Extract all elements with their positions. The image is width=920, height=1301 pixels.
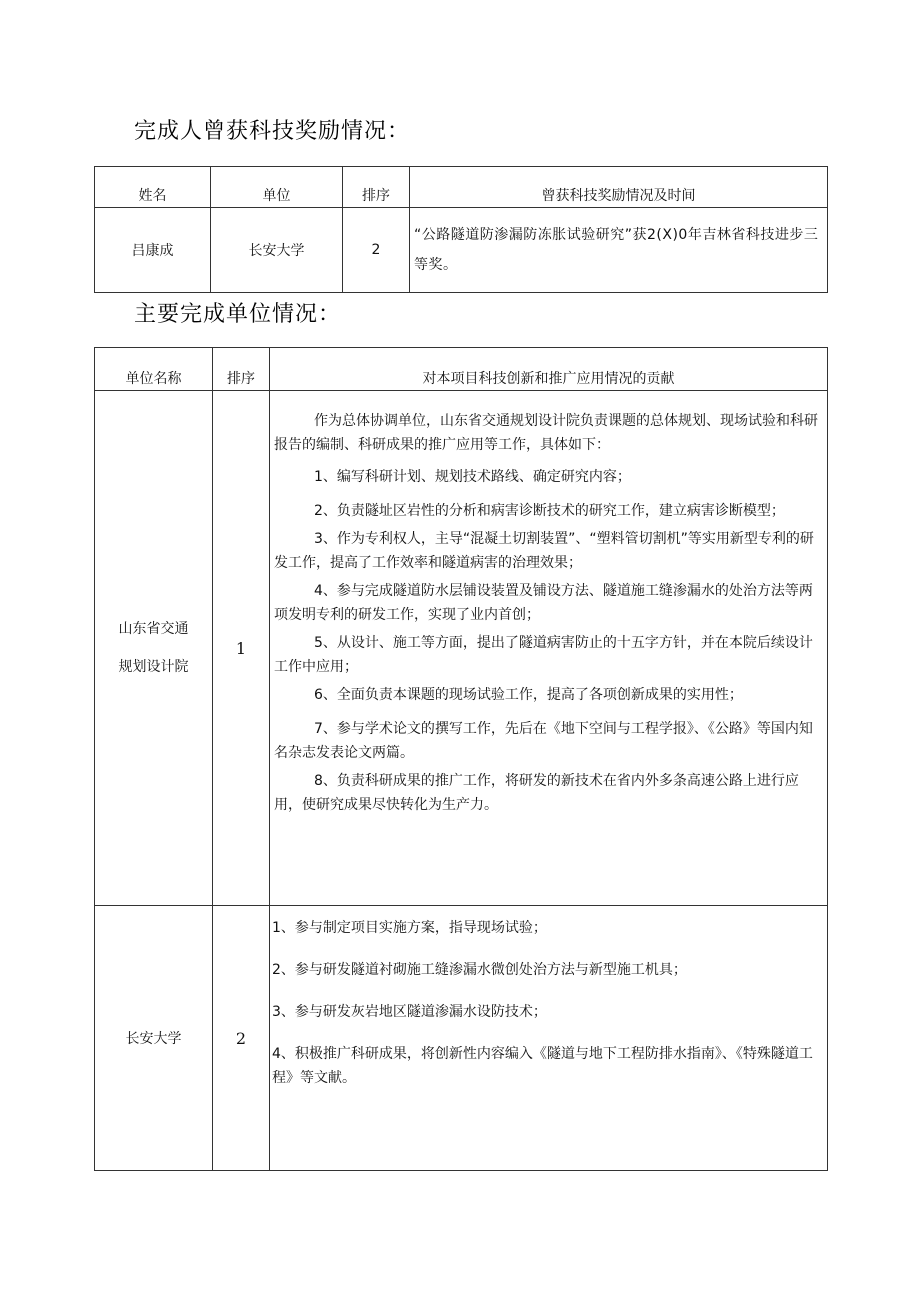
- contribution-item: 4、参与完成隧道防水层铺设装置及铺设方法、隧道施工缝渗漏水的处治方法等两项发明专利的研发工作，实现了业内首创；: [274, 583, 813, 623]
- section-title-awards: 完成人曾获科技奖励情况：: [134, 119, 411, 144]
- header-award: 曾获科技奖励情况及时间: [410, 167, 828, 208]
- contribution-item: 3、作为专利权人，主导“混凝土切割装置”、“塑料管切割机”等实用新型专利的研发工作，提高了工作效率和隧道病害的治理效果；: [274, 531, 814, 571]
- units-table: [94, 347, 828, 1171]
- header-name: 姓名: [95, 167, 211, 208]
- table-row: [95, 391, 828, 906]
- unit-name: [95, 391, 213, 906]
- units-table-header: [95, 348, 828, 391]
- table-row: [95, 208, 828, 293]
- contribution-item: 1、参与制定项目实施方案，指导现场试验；: [272, 920, 547, 936]
- contribution-item: 8、负责科研成果的推广工作，将研发的新技术在省内外多条高速公路上进行应用，使研究成果尽快转化为生产力。: [274, 773, 799, 813]
- awards-table: [94, 166, 828, 293]
- unit-contribution: [270, 391, 828, 906]
- contribution-item: 2、负责隧址区岩性的分析和病害诊断技术的研究工作，建立病害诊断模型；: [314, 503, 785, 519]
- unit-name-line: 山东省交通: [118, 621, 189, 637]
- contribution-item: 作为总体协调单位，山东省交通规划设计院负责课题的总体规划、现场试验和科研报告的编制、科研成果的推广应用等工作，具体如下：: [274, 413, 818, 453]
- awards-table-header: [95, 167, 828, 208]
- contribution-item: 4、积极推广科研成果，将创新性内容编入《隧道与地下工程防排水指南》、《特殊隧道工程》等文献。: [272, 1046, 813, 1086]
- unit-rank: 1: [213, 391, 270, 906]
- contribution-item: 3、参与研发灰岩地区隧道渗漏水设防技术；: [272, 1004, 547, 1020]
- unit-name-line: 规划设计院: [118, 659, 189, 675]
- unit-rank: 2: [213, 906, 270, 1171]
- contribution-item: 6、全面负责本课题的现场试验工作，提高了各项创新成果的实用性；: [314, 687, 743, 703]
- person-unit: 长安大学: [211, 208, 343, 293]
- header-unit-name: 单位名称: [95, 348, 213, 391]
- header-contribution: 对本项目科技创新和推广应用情况的贡献: [270, 348, 828, 391]
- section-title-units: 主要完成单位情况：: [134, 302, 342, 327]
- header-unit: 单位: [211, 167, 343, 208]
- award-description: “公路隧道防渗漏防冻胀试验研究”获2(X)0年吉林省科技进步三等奖。: [410, 208, 828, 293]
- person-name: 吕康成: [95, 208, 211, 293]
- header-rank: 排序: [343, 167, 410, 208]
- table-row: [95, 906, 828, 1171]
- header-rank: 排序: [213, 348, 270, 391]
- unit-name: 长安大学: [95, 906, 213, 1171]
- contribution-item: 2、参与研发隧道衬砌施工缝渗漏水微创处治方法与新型施工机具；: [272, 962, 687, 978]
- contribution-item: 7、参与学术论文的撰写工作，先后在《地下空间与工程学报》、《公路》等国内知名杂志发表论文两篇。: [274, 721, 813, 761]
- contribution-item: 5、从设计、施工等方面，提出了隧道病害防止的十五字方针，并在本院后续设计工作中应用；: [274, 635, 813, 675]
- unit-contribution: [270, 906, 828, 1171]
- contribution-item: 1、编写科研计划、规划技术路线、确定研究内容；: [314, 469, 631, 485]
- person-rank: 2: [343, 208, 410, 293]
